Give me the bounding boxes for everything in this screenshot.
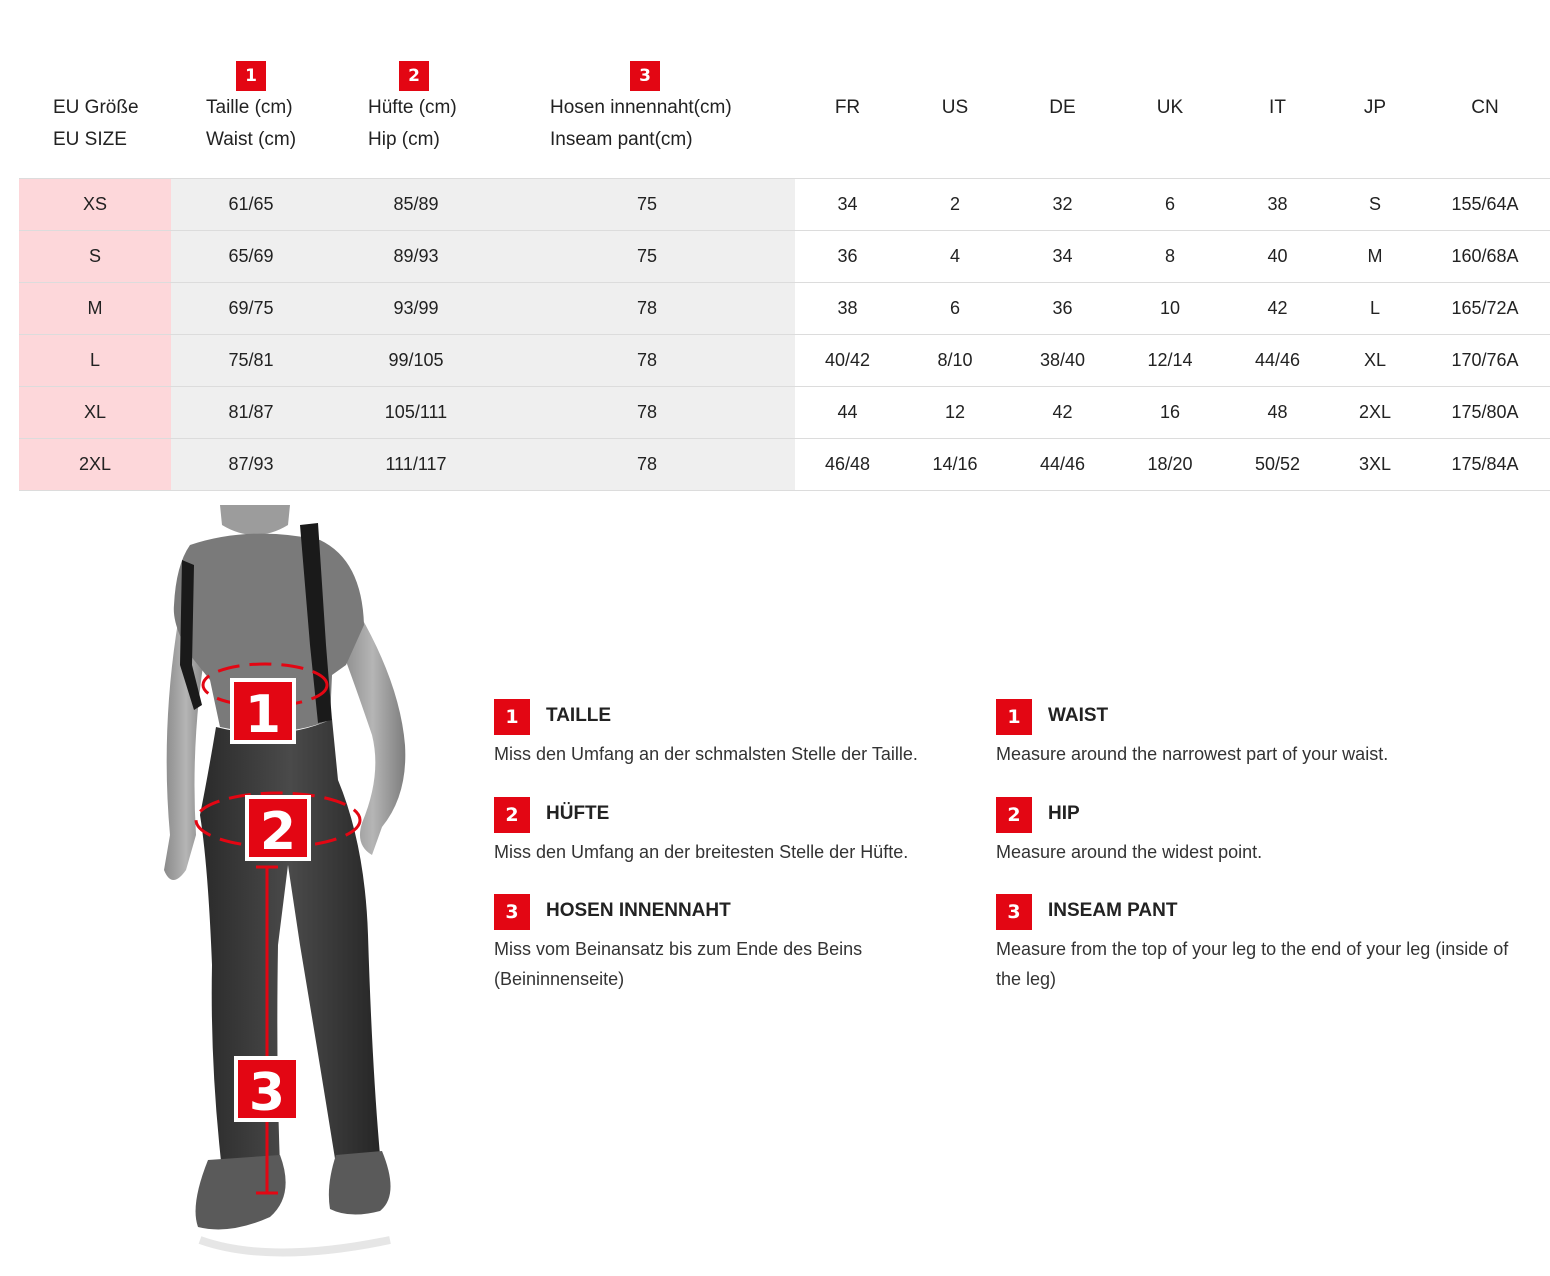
legend-title: WAIST xyxy=(1048,705,1109,726)
legend-description: Miss den Umfang an der schmalsten Stelle der Taille. xyxy=(494,744,918,764)
cell-inseam: 75 xyxy=(636,194,658,214)
legend-title: TAILLE xyxy=(546,705,612,726)
cell-fr: 40/42 xyxy=(824,350,871,370)
cell-waist: 61/65 xyxy=(228,194,274,214)
cell-inseam: 75 xyxy=(636,246,658,266)
cell-eu-size: L xyxy=(89,350,100,370)
header-badge: 3 xyxy=(630,61,660,91)
cell-it: 44/46 xyxy=(1254,350,1301,370)
cell-waist: 81/87 xyxy=(228,402,274,422)
header-label-de: EU Größe xyxy=(53,97,139,118)
cell-jp: L xyxy=(1369,298,1380,318)
table-row xyxy=(19,387,1550,439)
legend-description: Measure from the top of your leg to the end of your leg (inside of the leg) xyxy=(996,939,1509,989)
legend-title: HIP xyxy=(1048,803,1080,824)
inseam-marker xyxy=(236,1058,298,1123)
cell-hip: 99/105 xyxy=(388,350,444,370)
header-label: IT xyxy=(1269,97,1286,118)
cell-it: 38 xyxy=(1267,194,1288,214)
header-label-en: Inseam pant(cm) xyxy=(550,129,693,150)
cell-us: 4 xyxy=(949,246,960,266)
header-label: FR xyxy=(834,97,861,118)
table-row xyxy=(19,231,1550,283)
header-waist xyxy=(206,40,356,178)
header-cn xyxy=(1420,40,1550,178)
cell-waist: 65/69 xyxy=(228,246,274,266)
cell-cn: 160/68A xyxy=(1451,246,1519,266)
cell-fr: 34 xyxy=(837,194,858,214)
header-fr xyxy=(795,40,900,178)
cell-de: 32 xyxy=(1052,194,1073,214)
cell-eu-size: XS xyxy=(82,194,107,214)
header-eu-size xyxy=(53,40,193,178)
header-label: US xyxy=(941,97,969,118)
cell-jp: M xyxy=(1367,246,1383,266)
table-body xyxy=(19,179,1550,491)
header-badge: 1 xyxy=(236,61,266,91)
legend-badge: 3 xyxy=(996,894,1032,930)
cell-de: 38/40 xyxy=(1039,350,1086,370)
legend-description: Miss vom Beinansatz bis zum Ende des Beins (Beininnenseite) xyxy=(494,939,863,989)
cell-us: 14/16 xyxy=(932,454,978,474)
header-label: DE xyxy=(1049,97,1076,118)
legend-description: Miss den Umfang an der breitesten Stelle der Hüfte. xyxy=(494,842,909,862)
cell-inseam: 78 xyxy=(636,350,658,370)
header-label-de: Hosen innennaht(cm) xyxy=(550,97,732,118)
legend-title: HOSEN INNENNAHT xyxy=(546,900,731,921)
cell-waist: 75/81 xyxy=(228,350,274,370)
legend-badge: 1 xyxy=(494,699,530,735)
header-label-en: Waist (cm) xyxy=(206,129,297,150)
cell-it: 50/52 xyxy=(1254,454,1301,474)
header-inseam xyxy=(550,40,790,178)
header-jp xyxy=(1330,40,1420,178)
table-row xyxy=(19,439,1550,491)
header-label-en: EU SIZE xyxy=(53,129,127,150)
hip-marker xyxy=(247,797,309,862)
header-uk xyxy=(1115,40,1225,178)
cell-cn: 175/80A xyxy=(1451,402,1519,422)
hip-marker-number: 2 xyxy=(259,802,297,862)
header-label: UK xyxy=(1156,97,1184,118)
cell-jp: S xyxy=(1368,194,1381,214)
cell-inseam: 78 xyxy=(636,298,658,318)
cell-cn: 175/84A xyxy=(1451,454,1519,474)
legend-description: Measure around the narrowest part of your waist. xyxy=(996,744,1389,764)
table-row xyxy=(19,179,1550,231)
legend-badge: 2 xyxy=(996,797,1032,833)
legend-badge: 1 xyxy=(996,699,1032,735)
cell-inseam: 78 xyxy=(636,402,658,422)
cell-us: 2 xyxy=(949,194,960,214)
table-row xyxy=(19,335,1550,387)
legend-description: Measure around the widest point. xyxy=(996,842,1263,862)
cell-cn: 155/64A xyxy=(1451,194,1519,214)
cell-it: 42 xyxy=(1267,298,1288,318)
header-us xyxy=(900,40,1010,178)
table-row xyxy=(19,283,1550,335)
model-illustration xyxy=(150,505,440,1260)
size-chart-table xyxy=(19,40,1550,491)
cell-waist: 87/93 xyxy=(228,454,274,474)
cell-waist: 69/75 xyxy=(228,298,274,318)
cell-uk: 10 xyxy=(1159,298,1181,318)
waist-marker xyxy=(232,680,294,745)
cell-uk: 18/20 xyxy=(1147,454,1193,474)
cell-uk: 12/14 xyxy=(1147,350,1193,370)
cell-us: 12 xyxy=(944,402,966,422)
cell-hip: 111/117 xyxy=(385,454,447,474)
cell-hip: 85/89 xyxy=(393,194,439,214)
cell-fr: 44 xyxy=(837,402,858,422)
cell-us: 6 xyxy=(949,298,960,318)
cell-cn: 165/72A xyxy=(1451,298,1519,318)
cell-hip: 93/99 xyxy=(393,298,439,318)
cell-fr: 46/48 xyxy=(824,454,871,474)
cell-de: 44/46 xyxy=(1039,454,1086,474)
header-label: CN xyxy=(1471,97,1499,118)
cell-hip: 105/111 xyxy=(384,402,448,422)
cell-de: 42 xyxy=(1052,402,1073,422)
header-label-en: Hip (cm) xyxy=(368,129,440,150)
cell-jp: 2XL xyxy=(1358,402,1392,422)
waist-marker-number: 1 xyxy=(244,685,282,745)
cell-uk: 6 xyxy=(1164,194,1175,214)
cell-de: 36 xyxy=(1052,298,1073,318)
cell-cn: 170/76A xyxy=(1451,350,1519,370)
header-hip xyxy=(368,40,518,178)
legend-badge: 2 xyxy=(494,797,530,833)
header-badge: 2 xyxy=(399,61,429,91)
cell-uk: 8 xyxy=(1164,246,1175,266)
inseam-marker-number: 3 xyxy=(248,1063,286,1123)
cell-us: 8/10 xyxy=(937,350,973,370)
cell-inseam: 78 xyxy=(636,454,658,474)
measurement-figure xyxy=(150,505,440,1260)
cell-fr: 36 xyxy=(837,246,858,266)
cell-jp: XL xyxy=(1363,350,1387,370)
cell-eu-size: M xyxy=(87,298,103,318)
header-it xyxy=(1225,40,1330,178)
header-label-de: Taille (cm) xyxy=(206,97,293,118)
header-label-de: Hüfte (cm) xyxy=(368,97,457,118)
legend-badge: 3 xyxy=(494,894,530,930)
cell-eu-size: XL xyxy=(83,402,107,422)
cell-it: 40 xyxy=(1267,246,1288,266)
cell-it: 48 xyxy=(1267,402,1288,422)
legend-title: HÜFTE xyxy=(546,803,610,824)
cell-fr: 38 xyxy=(837,298,858,318)
cell-hip: 89/93 xyxy=(393,246,439,266)
cell-de: 34 xyxy=(1052,246,1073,266)
cell-jp: 3XL xyxy=(1358,454,1392,474)
legend-title: INSEAM PANT xyxy=(1048,900,1178,921)
header-de xyxy=(1010,40,1115,178)
cell-eu-size: 2XL xyxy=(78,454,112,474)
cell-uk: 16 xyxy=(1159,402,1181,422)
header-label: JP xyxy=(1363,97,1387,118)
cell-eu-size: S xyxy=(88,246,101,266)
table-header-row xyxy=(19,40,1550,179)
